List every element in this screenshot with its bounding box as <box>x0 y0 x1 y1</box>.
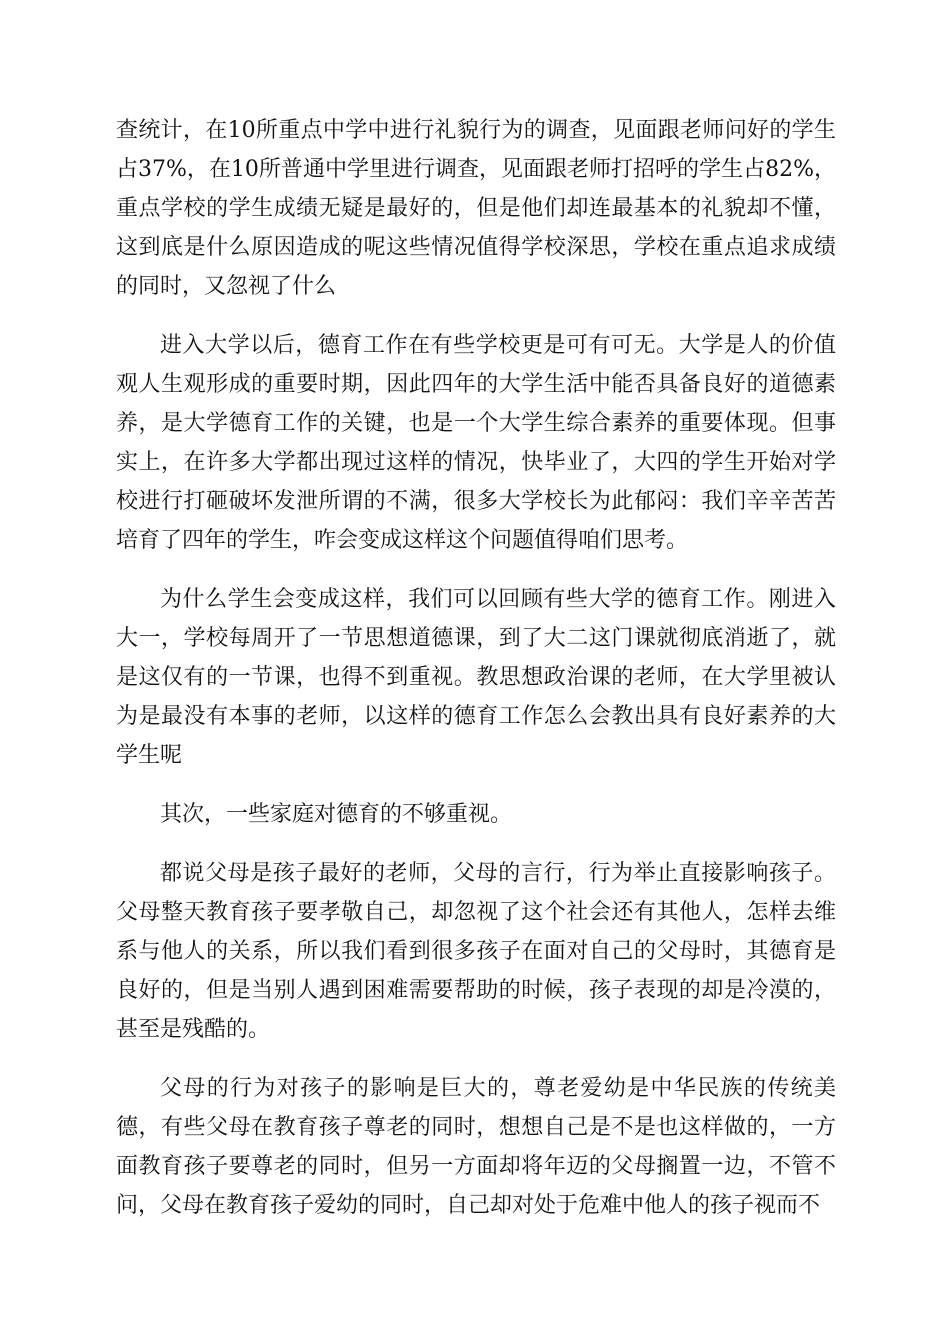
paragraph-family-neglect: 其次，一些家庭对德育的不够重视。 <box>160 802 513 827</box>
paragraph-parents-behavior: 父母的行为对孩子的影响是巨大的，尊老爱幼是中华民族的传统美德，有些父母在教育孩子尊老的同时，想想自己是不是也这样做的，一方面教育孩子要尊老的同时，但另一方面却将年迈的父母搁置一边，不管不问，父母在教育孩子爱幼的同时，自己却对处于危难中他人的孩子视而不 <box>116 1076 836 1218</box>
paragraph-university-moral-education: 进入大学以后，德育工作在有些学校更是可有可无。大学是人的价值观人生观形成的重要时期，因此四年的大学生活中能否具备良好的道德素养，是大学德育工作的关键，也是一个大学生综合素养的重要体现。但事实上，在许多大学都出现过这样的情况，快毕业了，大四的学生开始对学校进行打砸破坏发泄所谓的不满，很多大学校长为此郁闷：我们辛辛苦苦培育了四年的学生，咋会变成这样这个问题值得咱们思考。 <box>116 333 836 553</box>
paragraph-continuation: 查统计，在10所重点中学中进行礼貌行为的调查，见面跟老师问好的学生占37%，在10所普通中学里进行调查，见面跟老师打招呼的学生占82%，重点学校的学生成绩无疑是最好的，但是他们却连最基本的礼貌却不懂，这到底是什么原因造成的呢这些情况值得学校深思，学校在重点追求成绩的同时，又忽视了什么 <box>116 118 836 299</box>
document-body <box>116 111 836 1245</box>
paragraph-why-students-change: 为什么学生会变成这样，我们可以回顾有些大学的德育工作。刚进入大一，学校每周开了一节思想道德课，到了大二这门课就彻底消逝了，就是这仅有的一节课，也得不到重视。教思想政治课的老师，在大学里被认为是最没有本事的老师，以这样的德育工作怎么会教出具有良好素养的大学生呢 <box>116 587 836 768</box>
paragraph-parents-as-teachers: 都说父母是孩子最好的老师，父母的言行，行为举止直接影响孩子。父母整天教育孩子要孝敬自己，却忽视了这个社会还有其他人，怎样去维系与他人的关系，所以我们看到很多孩子在面对自己的父母时，其德育是良好的，但是当别人遇到困难需要帮助的时候，孩子表现的却是冷漠的，甚至是残酷的。 <box>116 861 836 1042</box>
